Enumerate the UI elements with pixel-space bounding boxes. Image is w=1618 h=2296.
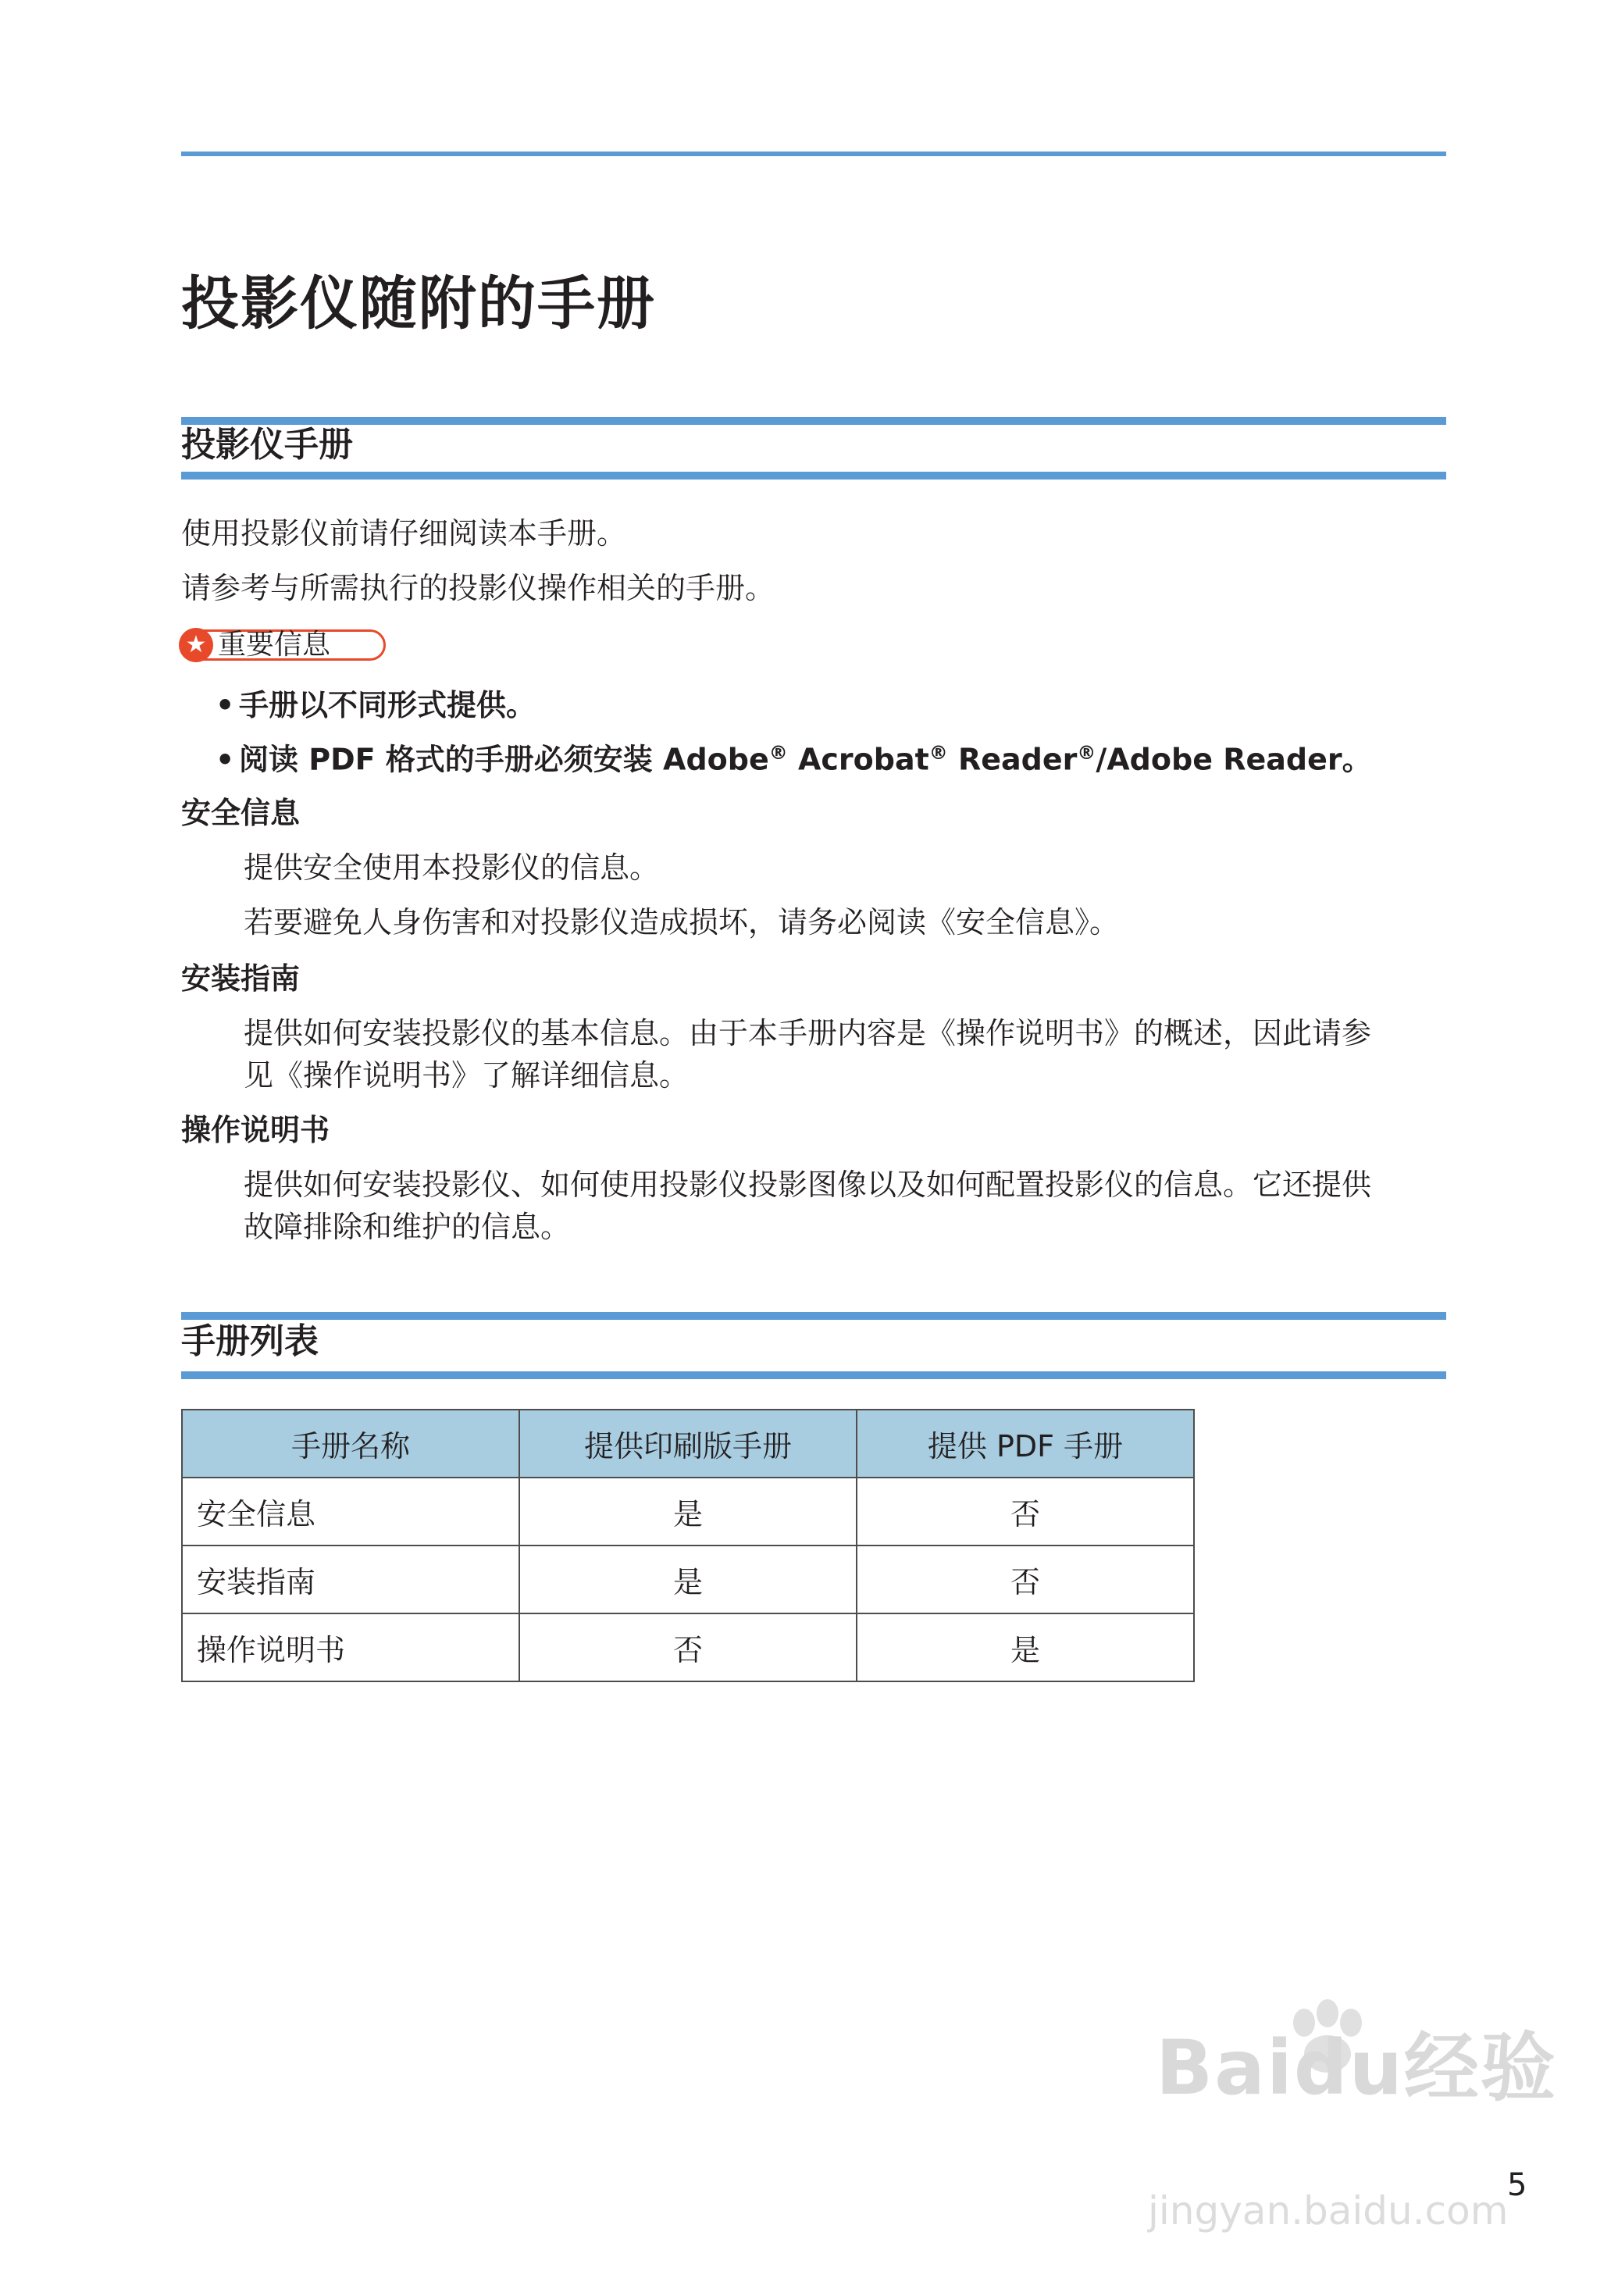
section-rule-bottom	[181, 472, 1446, 480]
watermark-url: jingyan.baidu.com	[1148, 2188, 1509, 2234]
entry-text: 若要避免人身伤害和对投影仪造成损坏，请务必阅读《安全信息》。	[244, 905, 1120, 939]
page-title: 投影仪随附的手册	[181, 270, 656, 337]
table-row	[182, 1613, 1194, 1681]
table-header-cell: 提供 PDF 手册	[857, 1410, 1194, 1478]
bullet-text-acrobat: Acrobat	[787, 742, 929, 777]
bullet-text-post: /Adobe Reader。	[1096, 742, 1372, 777]
table-cell-name: 操作说明书	[182, 1613, 519, 1681]
registered-mark: ®	[1077, 742, 1096, 764]
table-cell-print: 是	[519, 1478, 857, 1546]
table-header-row	[182, 1410, 1194, 1478]
section-rule-top	[181, 1312, 1446, 1320]
section-heading-projector-manual: 投影仪手册	[181, 425, 353, 465]
entry-heading-safety: 安全信息	[181, 796, 301, 830]
page-number: 5	[1507, 2167, 1527, 2203]
entry-heading-operating: 操作说明书	[181, 1113, 330, 1147]
table-cell-pdf: 是	[857, 1613, 1194, 1681]
registered-mark: ®	[928, 742, 948, 764]
watermark-brand	[1156, 2024, 1557, 2112]
section-heading-manual-list: 手册列表	[181, 1321, 319, 1361]
section-rule-top	[181, 417, 1446, 425]
important-note-label: 重要信息	[218, 629, 331, 661]
table-row	[182, 1478, 1194, 1546]
bullet-item	[216, 690, 536, 720]
table-cell-pdf: 否	[857, 1478, 1194, 1546]
top-rule	[181, 152, 1446, 156]
bullet-dot: •	[216, 688, 235, 722]
important-note-badge	[181, 629, 386, 661]
table-cell-name: 安全信息	[182, 1478, 519, 1546]
bullet-dot: •	[216, 742, 235, 777]
watermark-jingyan: 经验	[1403, 2024, 1557, 2112]
table-cell-name: 安装指南	[182, 1546, 519, 1613]
watermark-du: du	[1293, 2024, 1404, 2112]
entry-text: 故障排除和维护的信息。	[244, 1210, 571, 1244]
table-header-cell: 手册名称	[182, 1410, 519, 1478]
section-rule-bottom	[181, 1371, 1446, 1379]
intro-line-1: 使用投影仪前请仔细阅读本手册。	[181, 516, 627, 551]
table-row	[182, 1546, 1194, 1613]
table-cell-pdf: 否	[857, 1546, 1194, 1613]
star-icon: ★	[179, 628, 213, 662]
entry-heading-setup: 安装指南	[181, 961, 301, 996]
bullet-text: 手册以不同形式提供。	[239, 688, 536, 722]
table-cell-print: 是	[519, 1546, 857, 1613]
table-cell-print: 否	[519, 1613, 857, 1681]
intro-line-2: 请参考与所需执行的投影仪操作相关的手册。	[181, 571, 775, 605]
entry-text: 提供安全使用本投影仪的信息。	[244, 850, 660, 885]
manual-list-table	[181, 1409, 1195, 1682]
bullet-text-reader: Reader	[947, 742, 1078, 777]
watermark-bai: Bai	[1156, 2024, 1294, 2112]
registered-mark: ®	[768, 742, 788, 764]
entry-text: 提供如何安装投影仪、如何使用投影仪投影图像以及如何配置投影仪的信息。它还提供	[244, 1168, 1372, 1202]
entry-text: 提供如何安装投影仪的基本信息。由于本手册内容是《操作说明书》的概述，因此请参	[244, 1016, 1372, 1050]
table-header-cell: 提供印刷版手册	[519, 1410, 857, 1478]
bullet-text-pre: 阅读 PDF 格式的手册必须安装 Adobe	[239, 742, 769, 777]
bullet-item	[216, 743, 1372, 775]
entry-text: 见《操作说明书》了解详细信息。	[244, 1058, 690, 1093]
